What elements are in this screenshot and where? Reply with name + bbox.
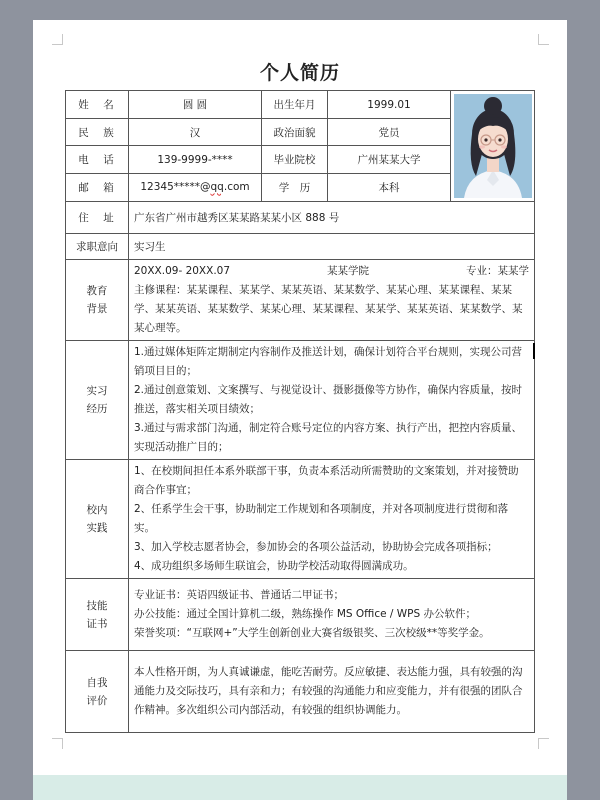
degree-label: 学 历 <box>262 173 328 201</box>
internship-content[interactable] <box>129 341 535 460</box>
internship-label-line2: 经历 <box>86 403 108 415</box>
education-college: 某某学院 <box>327 265 370 277</box>
campus-item: 2、任系学生会干事，协助制定工作规划和各项制度，并对各项制度进行贯彻和落实。 <box>134 503 509 534</box>
education-summary-row <box>134 262 529 281</box>
politics-label: 政治面貌 <box>262 119 328 146</box>
internship-label <box>66 341 129 460</box>
campus-item: 1、在校期间担任本系外联部干事，负责本系活动所需赞助的文案策划，并对接赞助商合作事宜； <box>134 465 519 496</box>
skills-label <box>66 579 129 651</box>
email-prefix: 12345*****@ <box>140 181 211 194</box>
self-eval-text: 本人性格开朗，为人真诚谦虚，能吃苦耐劳。反应敏捷、表达能力强，具有较强的沟通能力及交际技巧，具有亲和力；有较强的沟通能力和应变能力，并有很强的团队合作精神。多次组织公司内部活动，有较强的组织协调能力。 <box>134 666 523 716</box>
campus-label <box>66 460 129 579</box>
politics-value[interactable]: 党员 <box>328 119 451 146</box>
page-title: 个人简历 <box>259 62 340 84</box>
self-eval-label <box>66 651 129 733</box>
phone-value[interactable]: 139-9999-**** <box>129 146 262 173</box>
internship-item: 3.通过与需求部门沟通，制定符合账号定位的内容方案、执行产出，把控内容质量、实现活动推广目的； <box>134 422 523 453</box>
internship-label-line1: 实习 <box>86 385 108 397</box>
skills-content[interactable] <box>129 579 535 651</box>
text-cursor <box>533 343 535 359</box>
ethnicity-value[interactable]: 汉 <box>129 119 262 146</box>
education-courses: 主修课程：某某课程、某某学、某某英语、某某数学、某某心理、某某课程、某某学、某某英语、某某数学、某某心理、某某课程、某某学、某某英语、某某数学、某某心理等。 <box>134 284 523 334</box>
education-label-line2: 背景 <box>86 303 108 315</box>
intent-label: 求职意向 <box>66 234 129 260</box>
email-value[interactable] <box>129 173 262 201</box>
address-label: 住 址 <box>66 202 129 234</box>
self-eval-label-line2: 评价 <box>86 694 108 707</box>
name-value[interactable]: 圆 圆 <box>129 91 262 119</box>
education-label <box>66 260 129 341</box>
birth-label: 出生年月 <box>262 91 328 119</box>
skills-item: 办公技能：通过全国计算机二级，熟练操作 MS Office / WPS 办公软件； <box>134 608 476 620</box>
resume-table <box>65 90 535 733</box>
campus-content[interactable] <box>129 460 535 579</box>
campus-label-line1: 校内 <box>86 504 108 516</box>
name-label: 姓 名 <box>66 91 129 119</box>
bottom-strip <box>33 775 567 800</box>
campus-item: 4、成功组织多场师生联谊会，协助学校活动取得圆满成功。 <box>134 560 414 572</box>
avatar-photo <box>454 94 532 198</box>
education-content[interactable] <box>129 260 535 341</box>
email-label: 邮 箱 <box>66 173 129 201</box>
school-label: 毕业院校 <box>262 146 328 173</box>
email-suffix: .com <box>223 181 250 194</box>
address-value[interactable]: 广东省广州市越秀区某某路某某小区 888 号 <box>129 202 535 234</box>
skills-label-line2: 证书 <box>86 617 108 630</box>
education-label-line1: 教育 <box>86 285 108 297</box>
education-period: 20XX.09- 20XX.07 <box>134 265 231 277</box>
ethnicity-label: 民 族 <box>66 119 129 146</box>
intent-value[interactable]: 实习生 <box>129 234 535 260</box>
campus-label-line2: 实践 <box>86 522 108 534</box>
phone-label: 电 话 <box>66 146 129 173</box>
birth-value[interactable]: 1999.01 <box>328 91 451 119</box>
school-value[interactable]: 广州某某大学 <box>328 146 451 173</box>
degree-value[interactable]: 本科 <box>328 173 451 201</box>
education-major: 专业：某某学 <box>466 265 529 277</box>
skills-item: 荣誉奖项：“互联网+”大学生创新创业大赛省级银奖、三次校级**等奖学金。 <box>134 627 490 639</box>
email-domain: qq <box>210 181 224 194</box>
corner-mark-bottom-left <box>52 738 63 749</box>
skills-item: 专业证书：英语四级证书、普通话二甲证书； <box>134 589 344 601</box>
self-eval-content[interactable] <box>129 651 535 733</box>
corner-mark-top-right <box>538 34 549 45</box>
campus-item: 3、加入学校志愿者协会，参加协会的各项公益活动，协助协会完成各项指标； <box>134 541 498 553</box>
corner-mark-top-left <box>52 34 63 45</box>
self-eval-label-line1: 自我 <box>86 676 108 689</box>
skills-label-line1: 技能 <box>86 599 108 612</box>
photo-cell <box>451 91 535 202</box>
internship-item: 1.通过媒体矩阵定期制定内容制作及推送计划，确保计划符合平台规则，实现公司营销项目目的； <box>134 346 523 377</box>
corner-mark-bottom-right <box>538 738 549 749</box>
internship-item: 2.通过创意策划、文案撰写、与视觉设计、摄影摄像等方协作，确保内容质量，按时推送，落实相关项目绩效； <box>134 384 523 415</box>
